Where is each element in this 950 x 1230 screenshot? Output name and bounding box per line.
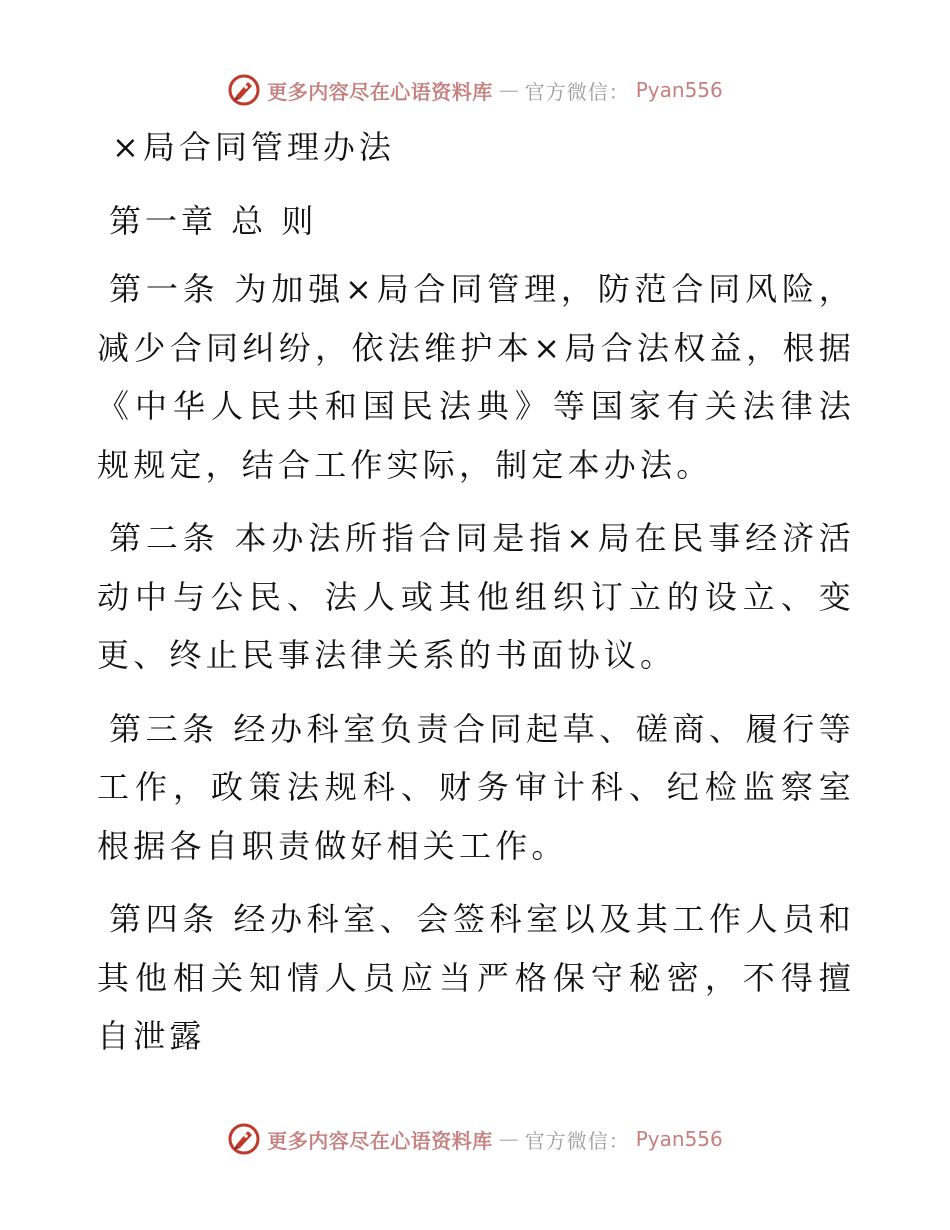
article-3: 第三条 经办科室负责合同起草、磋商、履行等工作，政策法规科、财务审计科、纪检监察室根据各自职责做好相关工作。 [97,709,855,865]
banner-dash: — [498,1127,519,1151]
document-body [97,118,855,1081]
article-2: 第二条 本办法所指合同是指×局在民事经济活动中与公民、法人或其他组织订立的设立、变更、终止民事法律关系的书面协议。 [97,519,855,674]
article-4: 第四条 经办科室、会签科室以及其工作人员和其他相关知情人员应当严格保守秘密，不得擅自泄露 [97,900,855,1055]
chapter-heading: 第一章 总 则 [109,202,318,240]
document-title: ×局合同管理办法 [112,128,395,166]
wechat-id: Pyan556 [635,78,723,102]
banner-dash: — [498,78,519,102]
wechat-label: 官方微信： [524,1128,630,1153]
pen-nib-circle-icon [227,1122,261,1156]
banner-text: 更多内容尽在心语资料库 [267,79,493,104]
footer-banner [0,1119,950,1159]
banner-text: 更多内容尽在心语资料库 [267,1128,493,1153]
article-1: 第一条 为加强×局合同管理，防范合同风险，减少合同纠纷，依法维护本×局合法权益，根据《中华人民共和国民法典》等国家有关法律法规规定，结合工作实际，制定本办法。 [97,270,855,484]
wechat-id: Pyan556 [635,1127,723,1151]
wechat-label: 官方微信： [524,79,630,104]
header-banner [0,70,950,110]
pen-nib-circle-icon [227,73,261,107]
